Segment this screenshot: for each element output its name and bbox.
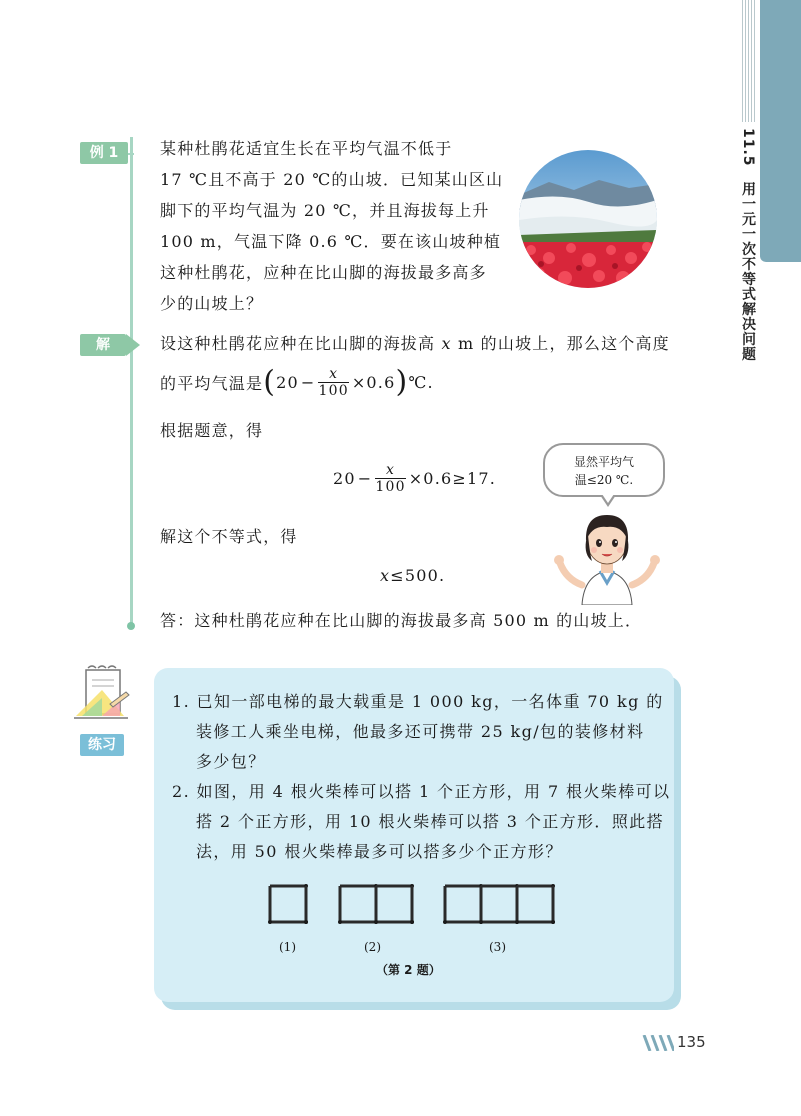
practice-icon xyxy=(72,664,132,732)
section-title: 11.5 用一元一次不等式解决问题 xyxy=(740,128,756,362)
example-line-4: 100 m，气温下降 0.6 ℃．要在该山坡种植 xyxy=(160,232,502,251)
matchstick-head xyxy=(479,920,483,924)
solution-line-1-pre: 设这种杜鹃花应种在比山脚的海拔高 xyxy=(160,334,442,353)
question-2-line-3: 法，用 50 根火柴棒最多可以搭多少个正方形？ xyxy=(196,842,563,861)
right-paren: ) xyxy=(395,364,409,400)
ineq-numerator: x xyxy=(375,462,405,479)
question-1-line-2: 装修工人乘坐电梯，他最多还可携带 25 kg/包的装修材料 xyxy=(196,722,645,741)
expr-minus: − xyxy=(300,373,316,392)
page-number-stripes xyxy=(642,1035,674,1051)
bubble-line-2: 温≤20 ℃. xyxy=(574,473,634,487)
practice-badge: 练习 xyxy=(80,734,124,756)
example-line-2: 17 ℃且不高于 20 ℃的山坡．已知某山区山 xyxy=(160,170,504,189)
question-1-line-1: 1. 已知一部电梯的最大载重是 1 000 kg，一名体重 70 kg 的 xyxy=(172,692,664,711)
result xyxy=(380,566,445,585)
answer-text: 答：这种杜鹃花应种在比山脚的海拔最多高 500 m 的山坡上． xyxy=(160,611,643,630)
expr-20: 20 xyxy=(276,373,299,392)
frac-denominator: 100 xyxy=(318,383,349,399)
chapter-tab xyxy=(760,0,801,262)
example-line-1: 某种杜鹃花适宜生长在平均气温不低于 xyxy=(160,139,453,158)
solve-text: 解这个不等式，得 xyxy=(160,527,298,546)
example-rail xyxy=(130,137,133,625)
inequality xyxy=(333,462,496,495)
matchstick-head xyxy=(515,920,519,924)
page-number: 135 xyxy=(677,1033,706,1051)
var-x: x xyxy=(441,334,452,353)
result-var: x xyxy=(380,566,391,585)
question-1-line-3: 多少包？ xyxy=(196,752,266,771)
example-line-5: 这种杜鹃花，应种在比山脚的海拔最多高多 xyxy=(160,263,487,282)
matchstick-head xyxy=(551,920,555,924)
figure-label-1: (1) xyxy=(279,940,296,954)
by-question-text: 根据题意，得 xyxy=(160,421,264,440)
speech-bubble xyxy=(543,443,665,497)
ineq-fraction xyxy=(375,462,405,495)
ineq-rest: ×0.6≥17. xyxy=(408,469,497,488)
chapter-tab-lines xyxy=(742,0,756,122)
result-rest: ≤500. xyxy=(390,566,446,585)
solution-line-1-post: m 的山坡上，那么这个高度 xyxy=(451,334,670,353)
figure-label-2: (2) xyxy=(364,940,381,954)
left-paren: ( xyxy=(263,364,277,400)
example-line-6: 少的山坡上？ xyxy=(160,294,264,313)
azalea-mountain-photo xyxy=(519,150,657,288)
matchstick-head xyxy=(443,920,447,924)
example-line-3: 脚下的平均气温为 20 ℃，并且海拔每上升 xyxy=(160,201,490,220)
solution-line-1 xyxy=(160,331,670,354)
bubble-line-1: 显然平均气 xyxy=(573,455,634,469)
matchstick-head xyxy=(268,920,272,924)
matchstick-head xyxy=(374,920,378,924)
matchstick-head xyxy=(338,920,342,924)
matchstick-figure xyxy=(260,878,560,938)
figure-label-3: (3) xyxy=(489,940,506,954)
question-2-line-2: 搭 2 个正方形，用 10 根火柴棒可以搭 3 个正方形．照此搭 xyxy=(196,812,665,831)
solution-line-2 xyxy=(160,366,434,399)
figure-caption: （第 2 题） xyxy=(376,963,441,977)
solution-arrow xyxy=(126,334,140,356)
solution-line-2-pre: 的平均气温是 xyxy=(160,374,264,393)
frac-numerator: x xyxy=(318,366,348,383)
solution-badge: 解 xyxy=(80,334,126,356)
matchstick-head xyxy=(304,920,308,924)
solution-line-2-post: ℃. xyxy=(408,373,434,392)
expr-times: ×0.6 xyxy=(351,373,396,392)
rail-end-dot xyxy=(127,622,135,630)
expr-fraction xyxy=(318,366,348,399)
question-2-line-1: 2. 如图，用 4 根火柴棒可以搭 1 个正方形，用 7 根火柴棒可以 xyxy=(172,782,671,801)
student-illustration xyxy=(552,505,662,605)
ineq-denominator: 100 xyxy=(375,479,406,495)
example-badge: 例 1 xyxy=(80,142,128,164)
bubble-tail-inner xyxy=(602,494,614,503)
ineq-20: 20 xyxy=(333,469,356,488)
matchstick-head xyxy=(410,920,414,924)
ineq-minus: − xyxy=(357,469,373,488)
